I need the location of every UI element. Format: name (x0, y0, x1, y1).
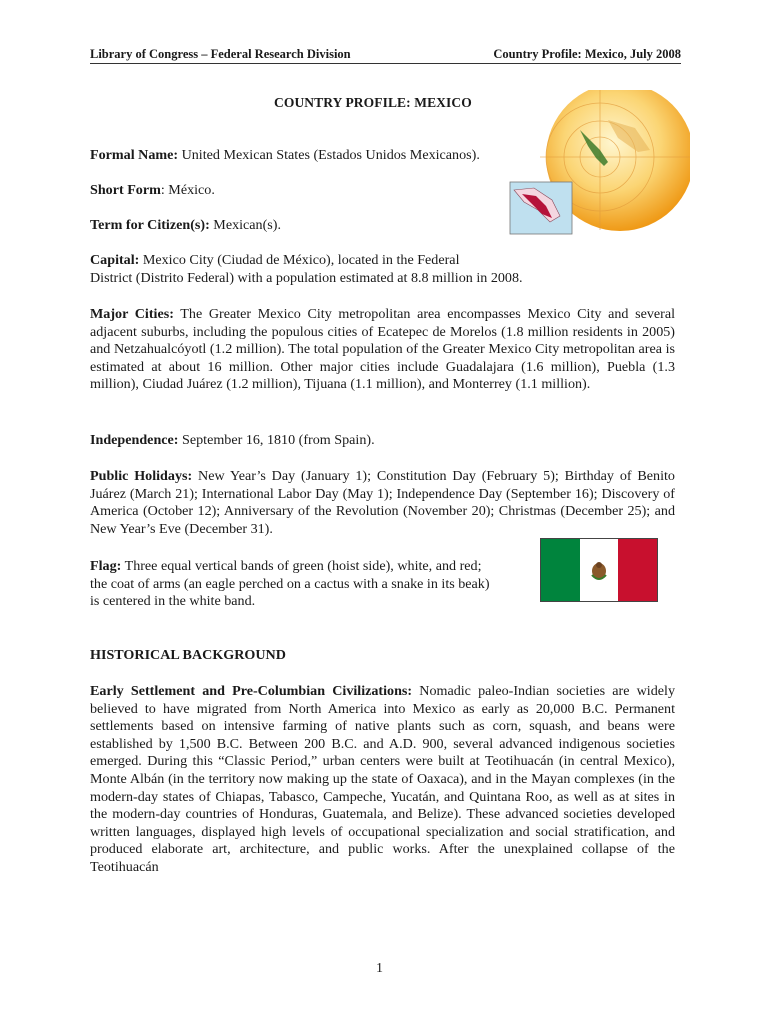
early-settlement-paragraph (90, 683, 675, 877)
formal-name-line (90, 147, 675, 165)
historical-background-heading: HISTORICAL BACKGROUND (90, 647, 286, 663)
running-header (90, 45, 681, 64)
independence-label: Independence: (90, 432, 179, 448)
capital-value-continued: District (Distrito Federal) with a population estimated at 8.8 million in 2008. (90, 269, 523, 286)
header-left: Library of Congress – Federal Research Division (90, 47, 351, 61)
term-citizen-value: Mexican(s). (209, 217, 281, 233)
short-form-value: : México. (160, 182, 215, 198)
early-settlement-label: Early Settlement and Pre-Columbian Civilizations: (90, 683, 413, 699)
flag-paragraph (90, 558, 502, 611)
page-number: 1 (376, 961, 383, 976)
public-holidays-value: New Year’s Day (January 1); Constitution Day (February 5); Birthday of Benito Juárez (March 21); International Labor Day (May 1); Independence Day (September 16); Discovery of America (October 12); Anniversary of the Revolution (November 20); Christmas (December 25); and New Year’s Eve (December 31). (90, 468, 675, 537)
independence-line (90, 432, 675, 450)
document-title: COUNTRY PROFILE: MEXICO (274, 95, 472, 110)
term-citizen-line (90, 217, 675, 235)
capital-paragraph (90, 252, 675, 287)
major-cities-value: The Greater Mexico City metropolitan area encompasses Mexico City and several adjacent suburbs, including the populous cities of Ecatepec de Morelos (1.8 million residents in 2005) and Netzahualcóyotl (1.2 million). The total population of the Greater Mexico City metropolitan area is estimated at about 16 million. Other major cities include Guadalajara (1.6 million), Puebla (1.3 million), Ciudad Juárez (1.2 million), Tijuana (1.1 million), and Monterrey (1.1 million). (90, 306, 676, 393)
header-right: Country Profile: Mexico, July 2008 (493, 47, 681, 61)
independence-value: September 16, 1810 (from Spain). (178, 432, 375, 448)
major-cities-label: Major Cities: (90, 306, 174, 322)
early-settlement-value: Nomadic paleo-Indian societies are widely believed to have migrated from North America into Mexico as early as 20,000 B.C. Permanent settlements based on intensive farming of native plants such as corn, squash, and beans were established by 1,500 B.C. Between 200 B.C. and A.D. 900, several advanced indigenous societies emerged. During this “Classic Period,” urban centers were built at Teotihuacán (in central Mexico), Monte Albán (in the territory now making up the state of Oaxaca), and in the Mayan complexes (in the modern-day states of Chiapas, Tabasco, Campeche, Yucatán, and Quintana Roo, as well as at sites in the modern-day countries of Honduras, Guatemala, and Belize). These advanced societies developed written languages, displayed high levels of occupational specialization and social stratification, and produced elaborate art, architecture, and public works. After the unexplained collapse of the Teotihuacán (90, 683, 675, 875)
term-citizen-label: Term for Citizen(s): (90, 217, 210, 233)
capital-value: Mexico City (Ciudad de México), located in the Federal (139, 252, 460, 268)
formal-name-value: United Mexican States (Estados Unidos Mexicanos). (178, 147, 480, 163)
short-form-line (90, 182, 675, 200)
mexico-flag-image (540, 538, 658, 602)
major-cities-paragraph (90, 306, 675, 394)
flag-label: Flag: (90, 558, 122, 574)
flag-value: Three equal vertical bands of green (hoist side), white, and red; the coat of arms (an eagle perched on a cactus with a snake in its beak) is centered in the white band. (90, 558, 490, 610)
short-form-label: Short Form (90, 182, 161, 198)
capital-label: Capital: (90, 252, 140, 268)
public-holidays-paragraph (90, 468, 675, 538)
public-holidays-label: Public Holidays: (90, 468, 193, 484)
formal-name-label: Formal Name: (90, 147, 179, 163)
